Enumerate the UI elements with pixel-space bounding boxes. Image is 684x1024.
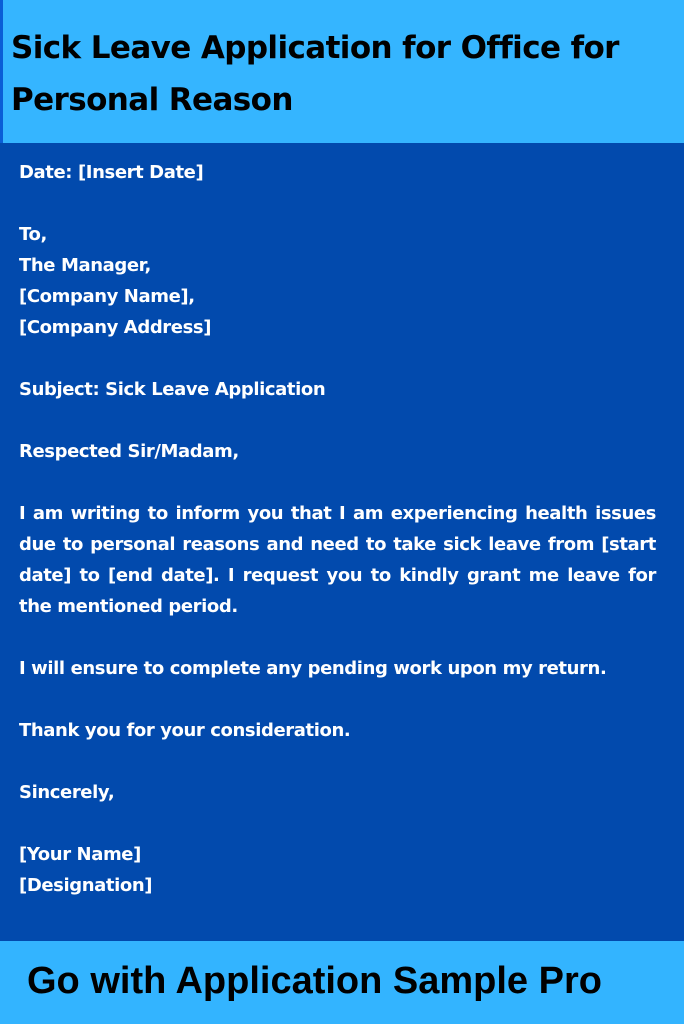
to-salutation: To, (19, 224, 47, 245)
recipient-block (19, 219, 656, 343)
date-line: Date: [Insert Date] (19, 162, 204, 183)
letter-body (19, 157, 656, 901)
letter-panel (0, 143, 684, 941)
letter-paragraph-thanks: Thank you for your consideration. (19, 720, 351, 741)
footer-tagline: Go with Application Sample Pro (27, 960, 602, 1002)
recipient-title: The Manager, (19, 255, 151, 276)
letter-paragraph-request: I am writing to inform you that I am experiencing health issues due to personal reasons and need to take sick leave from [start date] to [end date]. I request you to kindly grant me leave for the mentioned period. (19, 503, 656, 617)
header-banner (0, 0, 684, 143)
footer-banner (0, 941, 684, 1024)
company-address: [Company Address] (19, 317, 212, 338)
closing-line: Sincerely, (19, 782, 115, 803)
greeting-line: Respected Sir/Madam, (19, 441, 239, 462)
page-title: Sick Leave Application for Office for Personal Reason (11, 30, 619, 118)
letter-paragraph-work: I will ensure to complete any pending work upon my return. (19, 658, 607, 679)
signature-name: [Your Name] (19, 844, 141, 865)
signature-block (19, 839, 656, 901)
signature-designation: [Designation] (19, 875, 153, 896)
company-name: [Company Name], (19, 286, 195, 307)
subject-line: Subject: Sick Leave Application (19, 379, 326, 400)
